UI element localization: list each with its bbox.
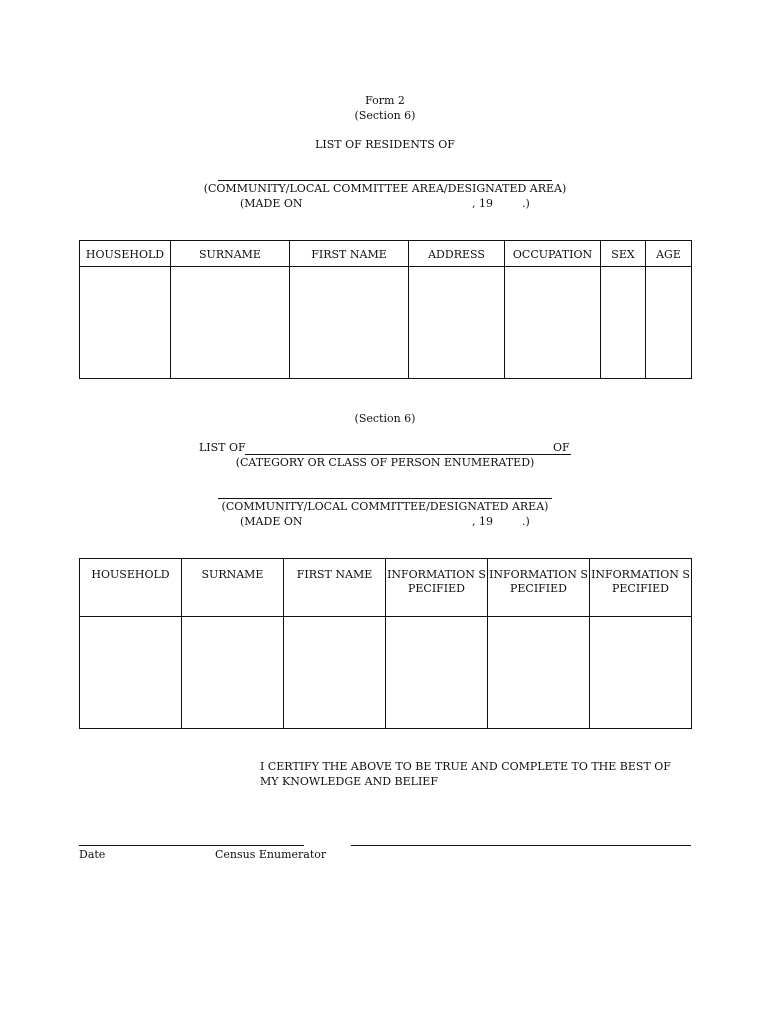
column-household: HOUSEHOLD: [80, 241, 171, 267]
occupation-cell[interactable]: [505, 267, 601, 379]
made-on-label: (MADE ON: [240, 197, 303, 210]
address-cell[interactable]: [409, 267, 505, 379]
made-on-label-2: (MADE ON: [240, 515, 303, 528]
household-cell[interactable]: [80, 617, 182, 729]
of-label: OF: [553, 441, 570, 454]
sex-cell[interactable]: [601, 267, 646, 379]
first-name-cell[interactable]: [284, 617, 386, 729]
certification-line-1: I CERTIFY THE ABOVE TO BE TRUE AND COMPLETE TO THE BEST OF: [260, 760, 671, 773]
category-caption: (CATEGORY OR CLASS OF PERSON ENUMERATED): [235, 456, 535, 469]
section-label: (Section 6): [354, 109, 416, 122]
surname-cell[interactable]: [182, 617, 284, 729]
year-label: , 19: [472, 197, 493, 210]
information-cell-2[interactable]: [488, 617, 590, 729]
community-blank-line-2[interactable]: [218, 498, 552, 499]
column-age: AGE: [646, 241, 692, 267]
column-occupation: OCCUPATION: [505, 241, 601, 267]
area-caption-2: (COMMUNITY/LOCAL COMMITTEE/DESIGNATED AREA): [221, 500, 549, 513]
column-surname: SURNAME: [182, 559, 284, 617]
column-information-specified-2: INFORMATION SPECIFIED: [488, 559, 590, 617]
made-on-close: .): [522, 197, 530, 210]
enumerator-signature-line[interactable]: [351, 845, 691, 846]
column-first-name: FIRST NAME: [290, 241, 409, 267]
information-cell-1[interactable]: [386, 617, 488, 729]
column-information-specified-1: INFORMATION SPECIFIED: [386, 559, 488, 617]
made-on-close-2: .): [522, 515, 530, 528]
column-sex: SEX: [601, 241, 646, 267]
date-signature-line[interactable]: [79, 845, 304, 846]
table-row: [80, 267, 692, 379]
column-information-specified-3: INFORMATION SPECIFIED: [590, 559, 692, 617]
category-blank-line[interactable]: [245, 454, 571, 455]
section-2-label: (Section 6): [354, 412, 416, 425]
area-caption: (COMMUNITY/LOCAL COMMITTEE AREA/DESIGNATED AREA): [203, 182, 567, 195]
table-header-row: [80, 559, 692, 617]
information-cell-3[interactable]: [590, 617, 692, 729]
surname-cell[interactable]: [171, 267, 290, 379]
category-table: [79, 558, 692, 729]
column-address: ADDRESS: [409, 241, 505, 267]
form-number: Form 2: [365, 94, 405, 107]
date-label: Date: [79, 848, 106, 861]
column-first-name: FIRST NAME: [284, 559, 386, 617]
census-enumerator-label: Census Enumerator: [215, 848, 327, 861]
column-surname: SURNAME: [171, 241, 290, 267]
age-cell[interactable]: [646, 267, 692, 379]
list-of-label: LIST OF: [199, 441, 246, 454]
residents-table: [79, 240, 692, 379]
certification-line-2: MY KNOWLEDGE AND BELIEF: [260, 775, 438, 788]
community-blank-line[interactable]: [218, 180, 552, 181]
first-name-cell[interactable]: [290, 267, 409, 379]
form-title: LIST OF RESIDENTS OF: [315, 138, 455, 151]
column-household: HOUSEHOLD: [80, 559, 182, 617]
table-header-row: [80, 241, 692, 267]
year-label-2: , 19: [472, 515, 493, 528]
table-row: [80, 617, 692, 729]
household-cell[interactable]: [80, 267, 171, 379]
